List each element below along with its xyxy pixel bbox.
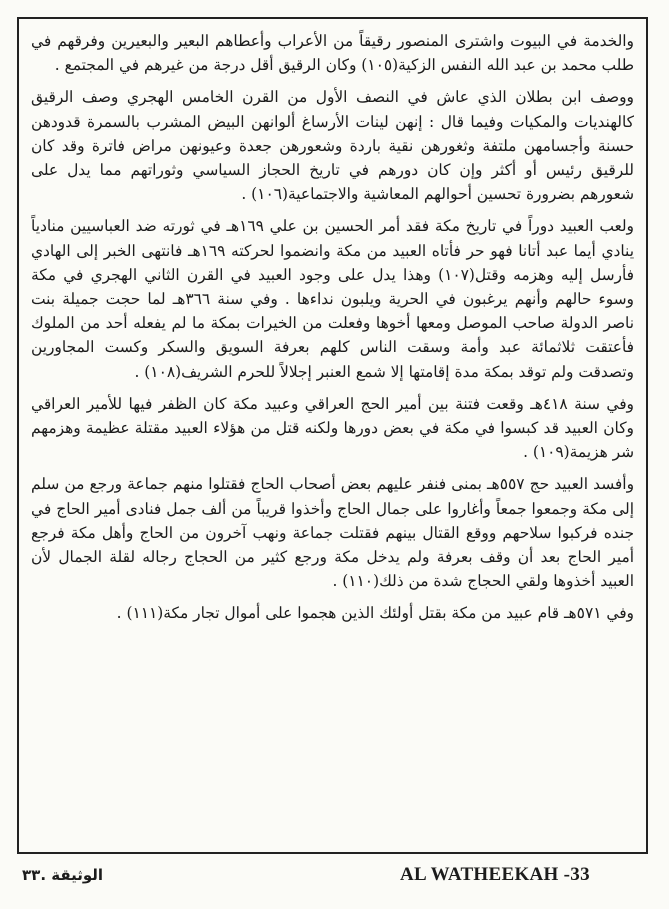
paragraph-6: وفي ٥٧١هـ قام عبيد من مكة بقتل أولئك الذين هجموا على أموال تجار مكة(١١١) . [116, 604, 634, 623]
paragraph-5: وأفسد العبيد حج ٥٥٧هـ بمنى فنفر عليهم بعض أصحاب الحاج فقتلوا منهم جماعة ورجع من سلم إلى مكة وجمعوا جمعاً وأغاروا على جمال الحاج وأخذوا قريباً من ألف جمل فنادى أمير الحاج في جنده فركبوا سلاحهم ووقع القتال بينهم فقتلت جماعة ونهب آخرون من الحاج وأهل مكة فرجع أمير الحاج بعد أن وقف بعرفة ولم يدخل مكة ورجع كثير من الحجاج رجاله لقلة الجمال لأن العبيد أخذوها ولقي الحجاج شدة من ذلك(١١٠) . [31, 475, 634, 591]
paragraph-1: والخدمة في البيوت واشترى المنصور رقيقاً من الأعراب وأعطاهم البعير والبعيرين وفرقهم في طلب محمد بن عبد الله النفس الزكية(١٠٥) وكان الرقيق أقل درجة من غيرهم في المجتمع . [31, 32, 634, 75]
paragraph-2: ووصف ابن بطلان الذي عاش في النصف الأول من القرن الخامس الهجري وصف الرقيق كالهنديات والمكيات وفيما قال : إنهن لينات الأرساغ ألوانهن البيض المشرب بالسمرة قدودهن حسنة وأجسامهن ملتفة وثغورهن نقية باردة وشعورهن جعدة وعيونهن مراض فاترة وقد كان للرقيق رئيس أو أكثر وإن كان دورهم في تاريخ الحجاز السياسي وثوراتهم مما يدل على شعورهم بضرورة تحسين أحوالهم المعاشية والاجتماعية(١٠٦) . [31, 88, 634, 204]
journal-page-label: AL WATHEEKAH -33 [400, 864, 590, 885]
paragraph-3: ولعب العبيد دوراً في تاريخ مكة فقد أمر الحسين بن علي ١٦٩هـ في ثورته ضد العباسيين منادياً ينادي أيما عبد أتانا فهو حر فأتاه العبيد من مكة وانضموا لحركته ١٦٩هـ فانتهى الخبر إلى الهادي فأرسل إليه وهزمه وقتل(١٠٧) وهذا يدل على وجود العبيد في القرن الثاني الهجري في مكة وسوء حالهم وأنهم يرغبون في الحرية ويلبون نداءها . وفي سنة ٣٦٦هـ لما حجت جميلة بنت ناصر الدولة صاحب الموصل ومعها أخوها وفعلت من الخيرات بمكة ما لم يفعله أحد من الملوك فأعتقت ثلاثمائة عبد وأمة وسقت الناس كلهم بعرفة السويق والسكر وكست المجاورين وتصدقت ولم توقد بمكة مدة إقامتها إلا شمع العنبر إجلالاً للحرم الشريف(١٠٨) . [31, 217, 634, 381]
paragraph-4: وفي سنة ٤١٨هـ وقعت فتنة بين أمير الحج العراقي وعبيد مكة كان الظفر فيها للأمير العراقي وكان العبيد قد كبسوا في مكة في بعض دورها ولكنه قتل من هؤلاء العبيد مقتلة عظيمة وهزمهم شر هزيمة(١٠٩) . [31, 394, 634, 462]
page-frame [17, 17, 648, 854]
arabic-page-label: الوثيقة .٣٣ [22, 866, 104, 884]
page-body [31, 29, 634, 844]
